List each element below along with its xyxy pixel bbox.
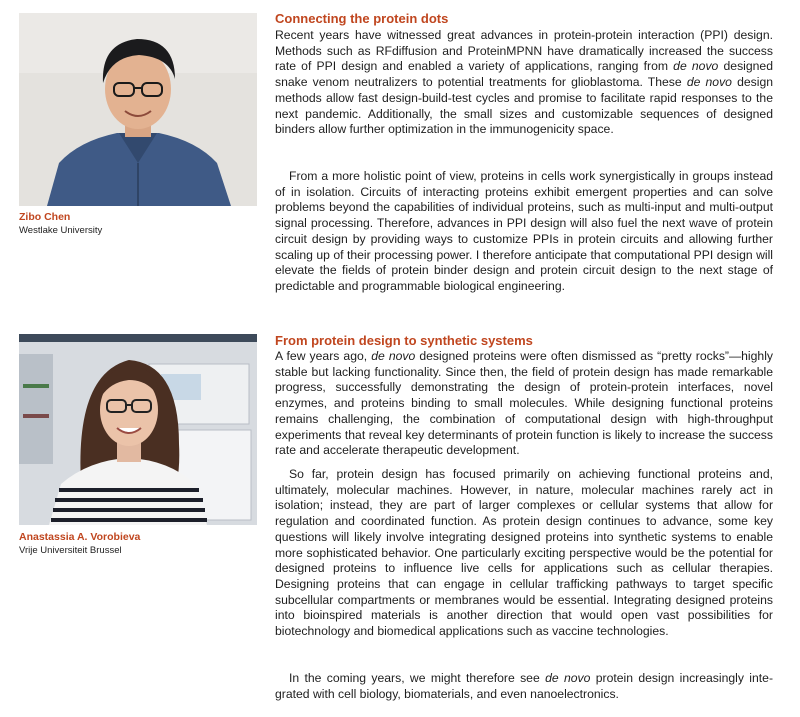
portrait-photo-anastassia-vorobieva bbox=[19, 334, 257, 525]
author-name: Anastassia A. Vorobieva bbox=[19, 531, 141, 543]
section-heading: From protein design to synthetic systems bbox=[275, 333, 533, 348]
paragraph: A few years ago, de novo designed proteins were often dismissed as “pretty rocks”—highly stable but lacking functionality. Since then, the field of protein design has made remarkable progress, successfully demonstrating the design of protein-protein interfaces, novel enzymes, and proteins binding to small molecules. While designing functional proteins remains challenging, the combination of computational design with high-throughput experiments that reveal key determinants of protein function is likely to increase the success rate and accelerate therapeutic development. bbox=[275, 349, 773, 458]
paragraph: So far, protein design has focused primarily on achieving functional proteins and, ultimately, molecular machines. However, in nature, molecular machines rarely act in isolation; instead, they are part of larger complexes or cellular systems that allow for regulation and coordinated function. As protein design continues to advance, some key questions will likely involve integrating designed proteins into synthetic systems to enable more sophisticated behavior. One particularly exciting perspective would be the potential for designed proteins to influence live cells for applications such as cellular therapies. Designing proteins that can engage in cellular trafficking pathways to target specific subcellular compartments or membranes would be essential. Integrating designed proteins into bioinspired materials is another direction that would open vast possibilities for biotechnology and biomedical applications such as vaccine technologies. bbox=[275, 467, 773, 639]
paragraph: From a more holistic point of view, proteins in cells work synergistically in groups instead of in isolation. Circuits of interacting proteins exhibit emergent properties and can solve problems beyond the capabilities of individual proteins, such as multi-input and multi-output signal processing. Therefore, advances in PPI design will also fuel the next wave of protein circuit design by providing ways to customize PPIs in protein circuits and allowing further scaling up of their processing power. I therefore anticipate that computational PPI design will elevate the fields of protein binder design and protein circuit design to the next stage of predictable and programmable biological engineering. bbox=[275, 169, 773, 293]
section-heading: Connecting the protein dots bbox=[275, 11, 449, 26]
paragraph: In the coming years, we might therefore see de novo protein design increasingly integrated with cell biology, biomaterials, and even nanoelectronics. bbox=[275, 671, 774, 701]
paragraph: Recent years have witnessed great advances in protein-protein interaction (PPI) design. Methods such as RFdiffusion and ProteinMPNN have dramatically increased the success rate of PPI design and enabled a variety of applications, ranging from de novo designed snake venom neutralizers to potential treatments for glioblastoma. These de novo design methods allow fast design-build-test cycles and promise to facilitate rapid responses to the next pandemic. Additionally, the small sizes and customizable sequences of designed binders allow further optimization in the immunogenicity space. bbox=[275, 28, 774, 137]
author-affiliation: Vrije Universiteit Brussel bbox=[19, 545, 122, 556]
author-name: Zibo Chen bbox=[19, 211, 71, 223]
portrait-photo-zibo-chen bbox=[19, 13, 257, 206]
author-affiliation: Westlake University bbox=[19, 225, 103, 236]
